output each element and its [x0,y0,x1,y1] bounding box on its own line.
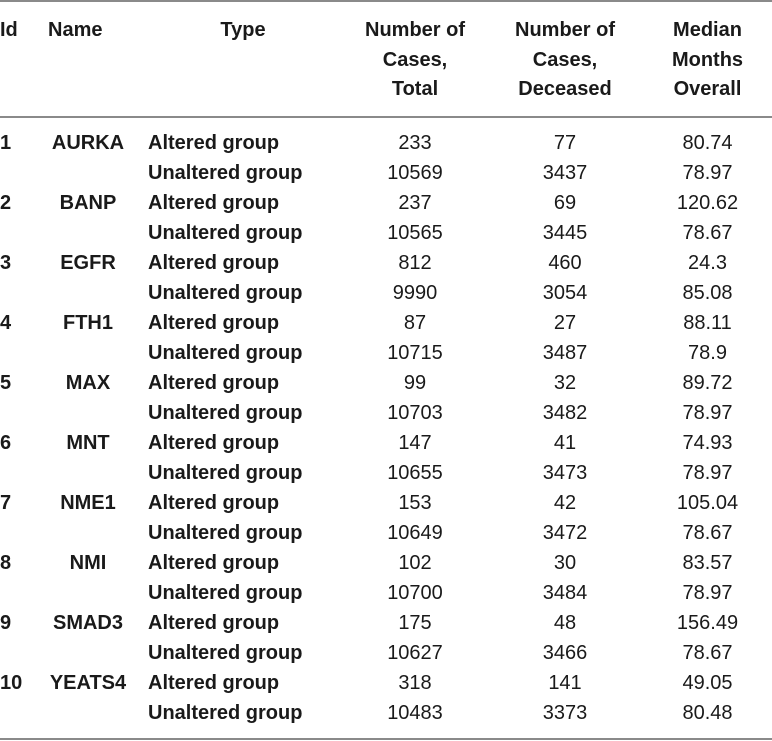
cell-median-months: 78.97 [682,162,733,184]
table-row [0,518,772,548]
cell-type: Altered group [148,192,280,214]
cell-type: Altered group [148,312,280,334]
cell-total-cases: 153 [398,492,432,514]
header-median-line-1: Median [673,19,742,41]
cell-total-cases: 10569 [387,162,443,184]
table-row [0,668,772,698]
cell-total-cases: 10703 [387,402,443,424]
table-row [0,188,772,218]
table-row [0,488,772,518]
cell-name: MAX [65,372,111,394]
cell-deceased-cases: 3445 [542,222,588,244]
cell-deceased-cases: 3437 [542,162,588,184]
cell-total-cases: 10627 [387,642,443,664]
cell-deceased-cases: 32 [553,372,577,394]
cell-median-months: 78.67 [682,522,733,544]
cell-name: NME1 [60,492,116,514]
cell-name: SMAD3 [52,612,123,634]
cell-median-months: 105.04 [676,492,739,514]
header-type: Type [220,19,266,41]
header-total-line-1: Number of [365,19,465,41]
cell-deceased-cases: 3373 [542,702,588,724]
cell-type: Altered group [148,372,280,394]
header-median-line-2: Months [671,48,744,71]
cell-type: Altered group [148,612,280,634]
cell-type: Unaltered group [148,702,303,724]
cell-median-months: 89.72 [682,372,733,394]
cell-id: 4 [0,312,12,334]
table-row [0,158,772,188]
table-row [0,308,772,338]
cell-deceased-cases: 30 [553,552,577,574]
table-row [0,698,772,728]
cell-name: NMI [69,552,107,574]
cell-total-cases: 237 [398,192,432,214]
cell-median-months: 80.74 [682,132,733,154]
cell-id: 10 [0,672,23,694]
cell-total-cases: 10483 [387,702,443,724]
cell-median-months: 78.97 [682,582,733,604]
cell-total-cases: 102 [398,552,432,574]
cell-median-months: 83.57 [682,552,733,574]
header-deceased-cases [490,16,640,105]
cell-deceased-cases: 42 [553,492,577,514]
header-total-line-3: Total [391,78,439,100]
cell-type: Altered group [148,492,280,514]
cell-deceased-cases: 27 [553,312,577,334]
cell-type: Unaltered group [148,162,303,184]
cell-deceased-cases: 3484 [542,582,588,604]
cell-type: Unaltered group [148,342,303,364]
cell-type: Unaltered group [148,462,303,484]
table-row [0,578,772,608]
cell-deceased-cases: 41 [553,432,577,454]
cell-type: Unaltered group [148,282,303,304]
cell-id: 2 [0,192,12,214]
table-row [0,428,772,458]
cell-total-cases: 10715 [387,342,443,364]
cell-median-months: 78.97 [682,402,733,424]
header-deceased-line-3: Deceased [518,78,612,100]
cell-total-cases: 10655 [387,462,443,484]
header-id: Id [0,19,18,41]
header-deceased-line-2: Cases, [532,48,598,71]
header-median-line-3: Overall [673,78,742,100]
cell-name: AURKA [51,132,125,154]
cell-median-months: 78.67 [682,642,733,664]
cell-type: Unaltered group [148,402,303,424]
cell-id: 3 [0,252,12,274]
table-row [0,248,772,278]
header-bottom-rule [0,116,772,118]
cell-type: Unaltered group [148,522,303,544]
cell-id: 9 [0,612,12,634]
cell-deceased-cases: 460 [548,252,582,274]
cell-median-months: 78.67 [682,222,733,244]
cell-median-months: 85.08 [682,282,733,304]
cell-deceased-cases: 77 [553,132,577,154]
cell-median-months: 49.05 [682,672,733,694]
table-row [0,128,772,158]
table-row [0,278,772,308]
cell-type: Altered group [148,252,280,274]
cell-total-cases: 175 [398,612,432,634]
cell-type: Altered group [148,132,280,154]
header-total-line-2: Cases, [382,48,448,71]
cell-name: EGFR [60,252,116,274]
table-row [0,458,772,488]
header-total-cases [340,16,490,105]
cell-median-months: 78.9 [688,342,727,364]
header-median-months [645,16,770,105]
cell-type: Altered group [148,552,280,574]
cell-median-months: 120.62 [676,192,739,214]
cell-total-cases: 318 [398,672,432,694]
header-deceased-line-1: Number of [515,19,615,41]
cell-type: Unaltered group [148,222,303,244]
cell-deceased-cases: 3473 [542,462,588,484]
table-row [0,548,772,578]
table-row [0,338,772,368]
cell-median-months: 78.97 [682,462,733,484]
cell-median-months: 80.48 [682,702,733,724]
cell-deceased-cases: 3472 [542,522,588,544]
cell-total-cases: 10649 [387,522,443,544]
cell-deceased-cases: 3054 [542,282,588,304]
cell-total-cases: 9990 [392,282,438,304]
cell-name: YEATS4 [49,672,127,694]
cell-deceased-cases: 48 [553,612,577,634]
cell-id: 6 [0,432,12,454]
cell-total-cases: 147 [398,432,432,454]
cell-id: 5 [0,372,12,394]
table-row [0,368,772,398]
cell-deceased-cases: 3487 [542,342,588,364]
table-row [0,398,772,428]
table-row [0,218,772,248]
table-row [0,608,772,638]
cell-type: Altered group [148,672,280,694]
cell-name: MNT [66,432,110,454]
cell-total-cases: 99 [403,372,427,394]
header-name: Name [48,19,103,41]
cell-median-months: 74.93 [682,432,733,454]
cell-total-cases: 10565 [387,222,443,244]
cell-total-cases: 233 [398,132,432,154]
table-header [0,16,772,106]
cell-id: 8 [0,552,12,574]
cell-name: FTH1 [63,312,113,334]
cell-type: Unaltered group [148,582,303,604]
cell-total-cases: 10700 [387,582,443,604]
cell-id: 7 [0,492,12,514]
table-bottom-rule [0,738,772,740]
cell-median-months: 24.3 [688,252,727,274]
cell-type: Altered group [148,432,280,454]
cell-deceased-cases: 3466 [542,642,588,664]
table-top-rule [0,0,772,2]
table-row [0,638,772,668]
cell-total-cases: 812 [398,252,432,274]
cell-total-cases: 87 [403,312,427,334]
cell-type: Unaltered group [148,642,303,664]
cell-deceased-cases: 3482 [542,402,588,424]
cell-name: BANP [59,192,117,214]
cell-deceased-cases: 69 [553,192,577,214]
cell-deceased-cases: 141 [548,672,582,694]
cell-median-months: 88.11 [683,312,732,334]
table-body [0,128,772,728]
cell-id: 1 [0,132,12,154]
cell-median-months: 156.49 [676,612,739,634]
